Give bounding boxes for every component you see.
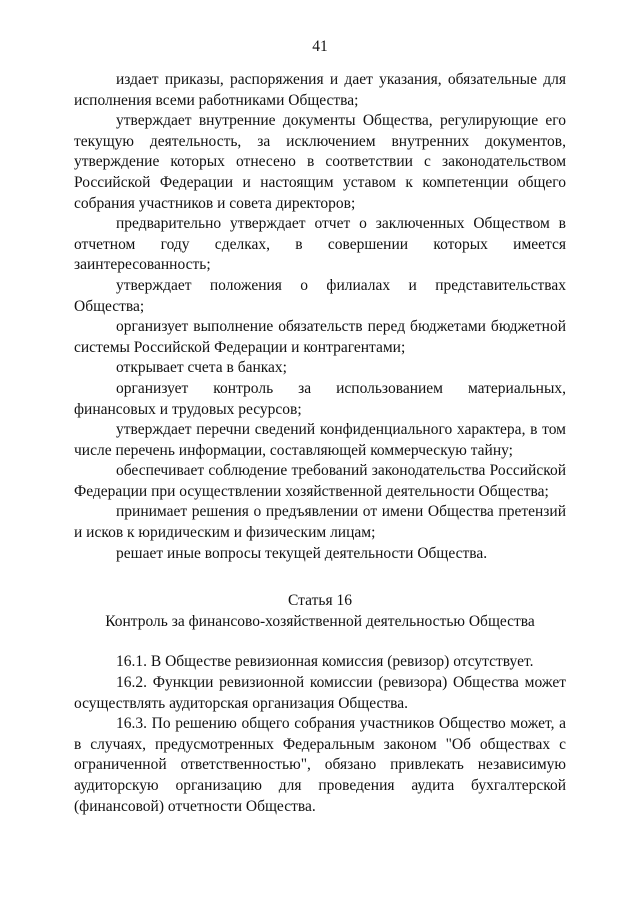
- document-body: [74, 70, 566, 817]
- duty-paragraph: утверждает внутренние документы Общества, регулирующие его текущую деятельность, за исключением внутренних документов, утверждение которых отнесено в соответствии с законодательством Российской Федерации и настоящим уставом к компетенции общего собрания участников и совета директоров;: [74, 112, 566, 212]
- duty-paragraph: открывает счета в банках;: [116, 359, 287, 377]
- duty-paragraph: издает приказы, распоряжения и дает указания, обязательные для исполнения всеми работниками Общества;: [74, 71, 566, 109]
- duty-paragraph: принимает решения о предъявлении от имени Общества претензий и исков к юридическим и физическим лицам;: [74, 503, 566, 542]
- duty-paragraph: утверждает перечни сведений конфиденциального характера, в том числе перечень информации, составляющей коммерческую тайну;: [74, 421, 566, 459]
- duty-paragraph: утверждает положения о филиалах и представительствах Общества;: [74, 276, 566, 315]
- article-clause: 16.2. Функции ревизионной комиссии (ревизора) Общества может осуществлять аудиторская организация Общества.: [74, 674, 566, 712]
- duty-paragraph: организует выполнение обязательств перед бюджетами бюджетной системы Российской Федерации и контрагентами;: [74, 318, 566, 356]
- article-clause: 16.3. По решению общего собрания участников Общество может, а в случаях, предусмотренных Федеральным законом "Об обществах с ограниченной ответственностью", обязано привлекать независимую аудиторскую организацию для проведения аудита бухгалтерской (финансовой) отчетности Общества.: [74, 715, 566, 815]
- duty-paragraph: организует контроль за использованием материальных, финансовых и трудовых ресурсов;: [74, 379, 566, 418]
- duty-paragraph: предварительно утверждает отчет о заключенных Обществом в отчетном году сделках, в совершении которых имеется заинтересованность;: [74, 215, 566, 274]
- article-clause: 16.1. В Обществе ревизионная комиссия (ревизор) отсутствует.: [116, 653, 534, 671]
- page-number: 41: [312, 38, 328, 55]
- article-title: Статья 16: [288, 592, 352, 610]
- duty-paragraph: обеспечивает соблюдение требований законодательства Российской Федерации при осуществлении хозяйственной деятельности Общества;: [74, 462, 566, 500]
- duty-paragraph: решает иные вопросы текущей деятельности Общества.: [116, 544, 488, 562]
- article-subtitle: Контроль за финансово-хозяйственной деятельностью Общества: [105, 612, 535, 630]
